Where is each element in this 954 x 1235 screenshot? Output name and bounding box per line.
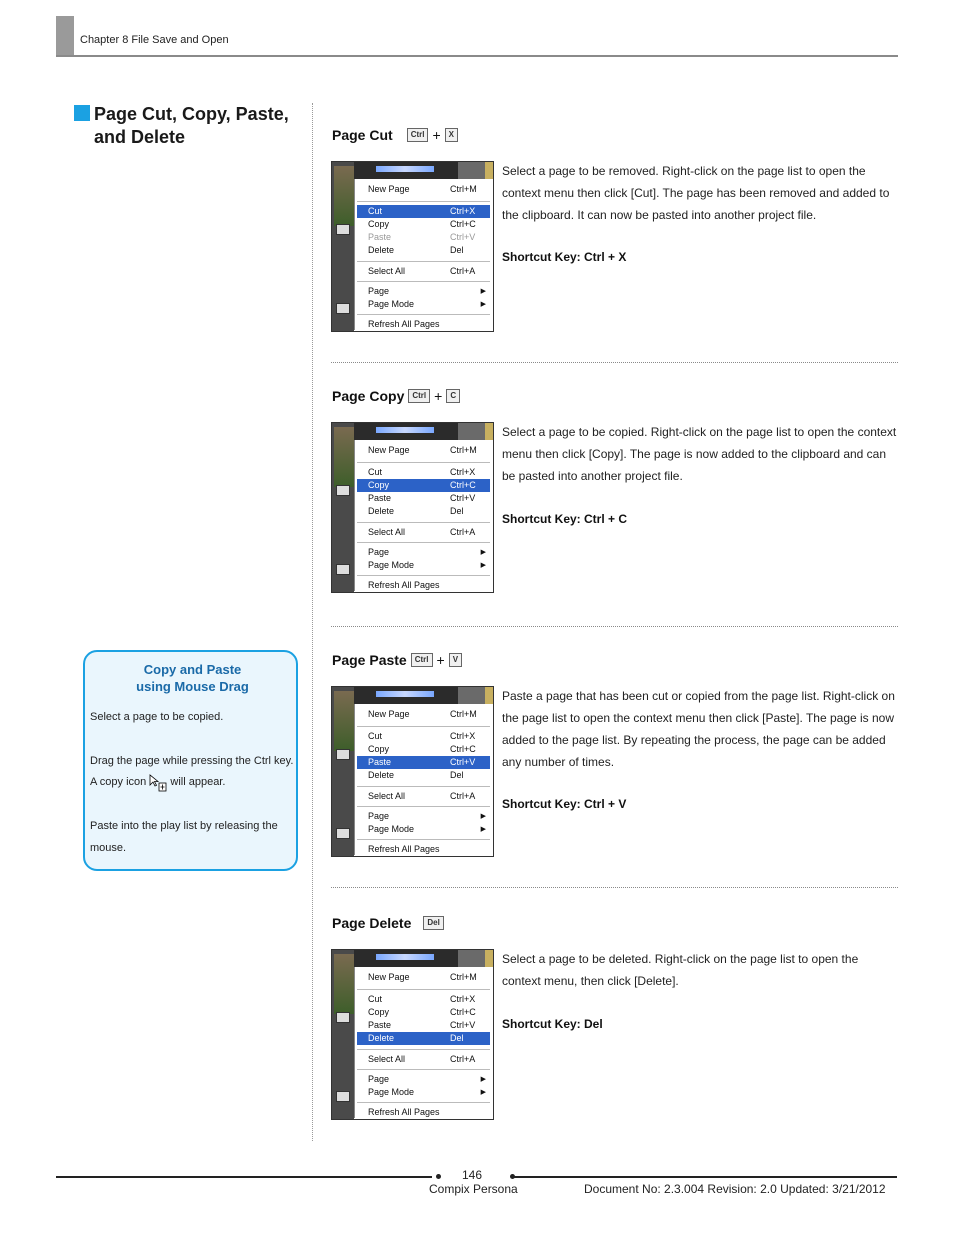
- page-number: 146: [462, 1168, 483, 1182]
- menu-separator: [357, 1102, 490, 1103]
- menu-item-shortcut: Ctrl+M: [450, 184, 477, 194]
- menu-item-label: Cut: [368, 994, 383, 1004]
- menu-item-label: Page: [368, 1074, 390, 1084]
- page-thumbnail: [334, 691, 354, 751]
- page-paste-text: Paste a page that has been cut or copied from the page list. Right-click on the page list to open the context menu then click [Paste]. The page is now added to the page list. By repeating the process, the page can be added any number of times.: [502, 689, 895, 769]
- menu-separator: [357, 989, 490, 990]
- menu-item-page-mode[interactable]: [357, 298, 490, 311]
- menu-item-page[interactable]: [357, 810, 490, 823]
- tip-title-line1: Copy and Paste: [143, 662, 242, 677]
- menu-separator: [357, 806, 490, 807]
- page-cut-shortcut: Shortcut Key: Ctrl + X: [502, 250, 627, 264]
- menu-item-shortcut: Del: [450, 506, 464, 516]
- menu-item-new-page[interactable]: [357, 971, 490, 984]
- footer-dot: [436, 1174, 441, 1179]
- page-icon: [336, 749, 350, 760]
- menu-separator: [357, 522, 490, 523]
- menu-item-shortcut: Ctrl+X: [450, 994, 476, 1004]
- menu-item-shortcut: Ctrl+C: [450, 744, 476, 754]
- menu-item-label: New Page: [368, 445, 410, 455]
- plus-icon: +: [436, 652, 445, 668]
- tip-step2b: [90, 772, 225, 793]
- page-copy-text: Select a page to be copied. Right-click on the page list to open the context menu then click [Copy]. The page is now added to the clipboard and can be pasted into another project file.: [502, 425, 897, 483]
- menu-item-new-page[interactable]: [357, 183, 490, 196]
- menu-item-copy[interactable]: [357, 743, 490, 756]
- menu-item-cut[interactable]: [357, 466, 490, 479]
- context-menu-screenshot: [331, 161, 494, 332]
- menu-separator: [357, 786, 490, 787]
- menu-item-refresh[interactable]: [357, 1106, 490, 1119]
- page-copy-heading: Page Copy: [332, 388, 405, 404]
- menu-separator: [357, 1049, 490, 1050]
- menu-item-label: Delete: [368, 1033, 395, 1043]
- menu-item-refresh[interactable]: [357, 843, 490, 856]
- menu-item-shortcut: Ctrl+A: [450, 527, 476, 537]
- menu-item-label: Refresh All Pages: [368, 319, 440, 329]
- menu-item-label: Page: [368, 286, 390, 296]
- menu-item-shortcut: Ctrl+X: [450, 731, 476, 741]
- tip-step2a: Drag the page while pressing the Ctrl key.: [90, 755, 294, 767]
- page-cut-title: [332, 127, 458, 143]
- page-paste-heading: Page Paste: [332, 652, 407, 668]
- menu-item-label: Select All: [368, 266, 406, 276]
- menu-item-shortcut: Ctrl+M: [450, 972, 477, 982]
- page-icon: [336, 303, 350, 314]
- submenu-arrow-icon: ▶: [480, 562, 486, 569]
- page-preview-strip: [354, 950, 458, 967]
- page-paste-shortcut: Shortcut Key: Ctrl + V: [502, 797, 627, 811]
- section-title: Page Cut, Copy, Paste, and Delete: [94, 104, 289, 147]
- tip-step1: Select a page to be copied.: [90, 711, 224, 723]
- menu-item-label: Delete: [368, 506, 395, 516]
- menu-item-label: Page: [368, 811, 390, 821]
- menu-item-refresh[interactable]: [357, 579, 490, 592]
- page-preview-strip: [354, 423, 458, 440]
- menu-item-copy[interactable]: [357, 1006, 490, 1019]
- menu-item-shortcut: Ctrl+A: [450, 1054, 476, 1064]
- menu-item-shortcut: Ctrl+M: [450, 709, 477, 719]
- menu-item-delete[interactable]: [357, 1032, 490, 1045]
- menu-item-new-page[interactable]: [357, 708, 490, 721]
- tip-title: [83, 661, 302, 695]
- tip-step2b-pre: A copy icon: [90, 776, 147, 788]
- menu-separator: [357, 1069, 490, 1070]
- product-name: Compix Persona: [429, 1182, 518, 1196]
- menu-item-select-all[interactable]: [357, 1053, 490, 1066]
- submenu-arrow-icon: ▶: [480, 813, 486, 820]
- menu-separator: [357, 575, 490, 576]
- menu-item-label: Page Mode: [368, 824, 415, 834]
- menu-item-label: New Page: [368, 184, 410, 194]
- menu-item-select-all[interactable]: [357, 265, 490, 278]
- menu-item-delete[interactable]: [357, 244, 490, 257]
- menu-item-label: Copy: [368, 744, 390, 754]
- menu-item-page-mode[interactable]: [357, 1086, 490, 1099]
- menu-item-cut[interactable]: [357, 993, 490, 1006]
- tip-step3a: Paste into the play list by releasing the: [90, 820, 278, 832]
- menu-item-paste[interactable]: [357, 1019, 490, 1032]
- submenu-arrow-icon: ▶: [480, 288, 486, 295]
- menu-item-label: Cut: [368, 206, 383, 216]
- page-list-panel: [332, 162, 354, 331]
- section-square-icon: [74, 105, 90, 121]
- page-thumbnail: [334, 954, 354, 1014]
- submenu-arrow-icon: ▶: [480, 549, 486, 556]
- context-menu-screenshot: [331, 949, 494, 1120]
- submenu-arrow-icon: ▶: [480, 1076, 486, 1083]
- menu-item-page[interactable]: [357, 546, 490, 559]
- page-thumbnail: [334, 166, 354, 226]
- menu-item-label: Paste: [368, 1020, 392, 1030]
- plus-icon: +: [434, 388, 443, 404]
- footer-rule-left: [56, 1176, 432, 1178]
- x-key-icon: X: [445, 128, 458, 142]
- context-menu: [354, 967, 493, 1118]
- menu-item-delete[interactable]: [357, 769, 490, 782]
- page-list-panel: [332, 950, 354, 1119]
- context-menu: [354, 179, 493, 330]
- page-icon: [336, 224, 350, 235]
- page-delete-title: [332, 915, 444, 931]
- menu-item-label: Select All: [368, 791, 406, 801]
- page-thumbnail: [334, 427, 354, 487]
- menu-item-shortcut: Ctrl+A: [450, 791, 476, 801]
- page-icon: [336, 485, 350, 496]
- menu-item-label: Refresh All Pages: [368, 844, 440, 854]
- page-preview-strip: [354, 162, 458, 179]
- ctrl-key-icon: Ctrl: [411, 653, 433, 667]
- menu-item-label: Refresh All Pages: [368, 1107, 440, 1117]
- menu-item-refresh[interactable]: [357, 318, 490, 331]
- menu-item-page[interactable]: [357, 285, 490, 298]
- submenu-arrow-icon: ▶: [480, 826, 486, 833]
- menu-item-label: Page Mode: [368, 560, 415, 570]
- menu-item-shortcut: Ctrl+M: [450, 445, 477, 455]
- tip-title-line2: using Mouse Drag: [136, 679, 249, 694]
- separator: [331, 362, 898, 363]
- menu-separator: [357, 542, 490, 543]
- page-delete-text: Select a page to be deleted. Right-click on the page list to open the context menu, then click [Delete].: [502, 952, 859, 988]
- menu-item-label: New Page: [368, 972, 410, 982]
- menu-item-label: Cut: [368, 731, 383, 741]
- menu-separator: [357, 314, 490, 315]
- page-icon: [336, 1012, 350, 1023]
- menu-item-label: Select All: [368, 1054, 406, 1064]
- header-rule: [56, 55, 898, 57]
- page-list-panel: [332, 687, 354, 856]
- menu-item-shortcut: Ctrl+C: [450, 1007, 476, 1017]
- menu-item-copy[interactable]: [357, 218, 490, 231]
- menu-item-copy[interactable]: [357, 479, 490, 492]
- menu-item-shortcut: Ctrl+X: [450, 467, 476, 477]
- menu-item-shortcut: Del: [450, 770, 464, 780]
- page-cut-heading: Page Cut: [332, 127, 393, 143]
- menu-item-label: Copy: [368, 480, 390, 490]
- menu-item-shortcut: Ctrl+A: [450, 266, 476, 276]
- page-list-panel: [332, 423, 354, 592]
- menu-item-select-all[interactable]: [357, 526, 490, 539]
- context-menu: [354, 704, 493, 855]
- page-icon: [336, 828, 350, 839]
- submenu-arrow-icon: ▶: [480, 301, 486, 308]
- menu-separator: [357, 726, 490, 727]
- v-key-icon: V: [449, 653, 462, 667]
- context-menu: [354, 440, 493, 591]
- menu-item-label: New Page: [368, 709, 410, 719]
- menu-separator: [357, 261, 490, 262]
- page-copy-shortcut: Shortcut Key: Ctrl + C: [502, 512, 628, 526]
- menu-item-shortcut: Ctrl+C: [450, 480, 476, 490]
- separator: [331, 626, 898, 627]
- menu-item-label: Page Mode: [368, 299, 415, 309]
- menu-item-label: Paste: [368, 493, 392, 503]
- menu-item-delete[interactable]: [357, 505, 490, 518]
- page-paste-title: [332, 652, 462, 668]
- page-icon: [336, 564, 350, 575]
- copy-cursor-icon: [149, 774, 167, 790]
- menu-item-shortcut: Ctrl+V: [450, 757, 476, 767]
- menu-item-label: Select All: [368, 527, 406, 537]
- menu-item-shortcut: Ctrl+V: [450, 493, 476, 503]
- page-delete-heading: Page Delete: [332, 915, 412, 931]
- chapter-title: Chapter 8 File Save and Open: [80, 34, 229, 46]
- menu-item-shortcut: Del: [450, 245, 464, 255]
- plus-icon: +: [432, 127, 441, 143]
- menu-item-page[interactable]: [357, 1073, 490, 1086]
- page-delete-shortcut: Shortcut Key: Del: [502, 1017, 603, 1031]
- tip-step3b: mouse.: [90, 842, 127, 854]
- menu-item-cut[interactable]: [357, 730, 490, 743]
- menu-item-label: Refresh All Pages: [368, 580, 440, 590]
- menu-item-new-page[interactable]: [357, 444, 490, 457]
- tip-step2b-post: will appear.: [170, 776, 226, 788]
- page-preview-strip: [354, 687, 458, 704]
- menu-item-shortcut: Ctrl+C: [450, 219, 476, 229]
- menu-item-label: Page: [368, 547, 390, 557]
- menu-item-cut[interactable]: [357, 205, 490, 218]
- menu-item-label: Copy: [368, 1007, 390, 1017]
- menu-item-shortcut: Ctrl+V: [450, 232, 476, 242]
- menu-item-paste[interactable]: [357, 492, 490, 505]
- menu-separator: [357, 201, 490, 202]
- menu-item-label: Delete: [368, 245, 395, 255]
- c-key-icon: C: [446, 389, 460, 403]
- menu-item-paste[interactable]: [357, 231, 490, 244]
- menu-item-shortcut: Ctrl+X: [450, 206, 476, 216]
- menu-item-label: Cut: [368, 467, 383, 477]
- menu-item-shortcut: Ctrl+V: [450, 1020, 476, 1030]
- menu-item-label: Copy: [368, 219, 390, 229]
- menu-item-paste[interactable]: [357, 756, 490, 769]
- menu-separator: [357, 281, 490, 282]
- context-menu-screenshot: [331, 422, 494, 593]
- menu-item-label: Paste: [368, 232, 392, 242]
- menu-item-label: Paste: [368, 757, 392, 767]
- context-menu-screenshot: [331, 686, 494, 857]
- ctrl-key-icon: Ctrl: [408, 389, 430, 403]
- submenu-arrow-icon: ▶: [480, 1089, 486, 1096]
- del-key-icon: Del: [423, 916, 443, 930]
- menu-separator: [357, 839, 490, 840]
- menu-item-label: Page Mode: [368, 1087, 415, 1097]
- column-divider: [312, 103, 313, 1141]
- menu-item-shortcut: Del: [450, 1033, 464, 1043]
- menu-item-page-mode[interactable]: [357, 559, 490, 572]
- menu-item-page-mode[interactable]: [357, 823, 490, 836]
- page-copy-title: [332, 388, 460, 404]
- separator: [331, 887, 898, 888]
- header-bar: [56, 16, 74, 56]
- page-icon: [336, 1091, 350, 1102]
- menu-separator: [357, 462, 490, 463]
- page-cut-text: Select a page to be removed. Right-click on the page list to open the context menu then click [Cut]. The page has been removed and added to the clipboard. It can now be pasted into another project file.: [502, 164, 890, 222]
- ctrl-key-icon: Ctrl: [407, 128, 429, 142]
- document-info: Document No: 2.3.004 Revision: 2.0 Updated: 3/21/2012: [584, 1182, 886, 1196]
- footer-rule-right: [514, 1176, 897, 1178]
- menu-item-select-all[interactable]: [357, 790, 490, 803]
- menu-item-label: Delete: [368, 770, 395, 780]
